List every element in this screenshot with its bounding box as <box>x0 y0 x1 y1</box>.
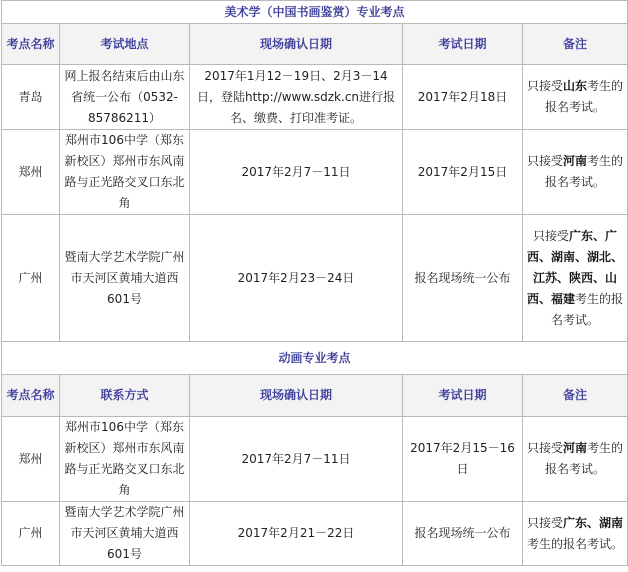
remarks-prefix: 只接受 <box>527 515 564 530</box>
confirm-date: 2017年2月7－11日 <box>190 130 403 215</box>
remarks-province: 河南 <box>563 154 588 168</box>
exam-date: 2017年2月18日 <box>403 65 523 130</box>
header-site-name: 考点名称 <box>2 375 60 417</box>
header-site-name: 考点名称 <box>2 24 60 65</box>
site-name: 青岛 <box>2 65 60 130</box>
remarks-prefix: 只接受 <box>527 441 564 455</box>
exam-date: 报名现场统一公布 <box>403 502 523 566</box>
exam-date: 2017年2月15日 <box>403 130 523 215</box>
table-row <box>2 65 628 130</box>
remarks <box>523 130 628 215</box>
remarks-province: 广东、湖南 <box>563 515 624 530</box>
site-location: 郑州市106中学（郑东新校区）郑州市东风南路与正光路交叉口东北角 <box>60 417 190 502</box>
art-section-title-row <box>2 1 628 24</box>
remarks-suffix: 考生的报名考试。 <box>545 79 624 114</box>
header-location: 考试地点 <box>60 24 190 65</box>
remarks <box>523 215 628 342</box>
header-exam-date: 考试日期 <box>403 24 523 65</box>
remarks <box>523 502 628 566</box>
animation-section-title: 动画专业考点 <box>2 342 628 375</box>
remarks-province: 山东 <box>563 79 588 93</box>
remarks-province: 河南 <box>563 441 588 455</box>
confirm-date: 2017年1月12－19日、2月3－14日，登陆http://www.sdzk.cn进行报名、缴费、打印准考证。 <box>190 65 403 130</box>
site-name: 广州 <box>2 502 60 566</box>
animation-section-title-row <box>2 342 628 375</box>
header-exam-date: 考试日期 <box>403 375 523 417</box>
remarks-prefix: 只接受 <box>527 154 564 168</box>
table-row <box>2 417 628 502</box>
header-confirm-date: 现场确认日期 <box>190 375 403 417</box>
remarks-prefix: 只接受 <box>533 228 570 243</box>
animation-header-row <box>2 375 628 417</box>
remarks <box>523 417 628 502</box>
header-remarks: 备注 <box>523 375 628 417</box>
art-section-title: 美术学（中国书画鉴赏）专业考点 <box>2 1 628 24</box>
site-location: 暨南大学艺术学院广州市天河区黄埔大道西601号 <box>60 502 190 566</box>
header-contact: 联系方式 <box>60 375 190 417</box>
header-remarks: 备注 <box>523 24 628 65</box>
art-header-row <box>2 24 628 65</box>
remarks-province: 广东、广西、湖南、湖北、江苏、陕西、山西、福建 <box>527 228 624 306</box>
table-row <box>2 215 628 342</box>
remarks-suffix: 考生的报名考试。 <box>551 291 624 327</box>
remarks-suffix: 考生的报名考试。 <box>545 441 624 476</box>
site-location: 网上报名结束后由山东省统一公布（0532-85786211） <box>60 65 190 130</box>
confirm-date: 2017年2月23－24日 <box>190 215 403 342</box>
exam-sites-table <box>1 0 628 566</box>
confirm-date: 2017年2月21－22日 <box>190 502 403 566</box>
table-row <box>2 130 628 215</box>
site-name: 郑州 <box>2 417 60 502</box>
table-row <box>2 502 628 566</box>
site-name: 广州 <box>2 215 60 342</box>
remarks-suffix: 考生的报名考试。 <box>527 536 624 551</box>
site-location: 郑州市106中学（郑东新校区）郑州市东风南路与正光路交叉口东北角 <box>60 130 190 215</box>
site-location: 暨南大学艺术学院广州市天河区黄埔大道西601号 <box>60 215 190 342</box>
remarks-prefix: 只接受 <box>527 79 564 93</box>
header-confirm-date: 现场确认日期 <box>190 24 403 65</box>
site-name: 郑州 <box>2 130 60 215</box>
remarks-suffix: 考生的报名考试。 <box>545 154 624 189</box>
exam-date: 报名现场统一公布 <box>403 215 523 342</box>
remarks <box>523 65 628 130</box>
exam-date: 2017年2月15－16日 <box>403 417 523 502</box>
confirm-date: 2017年2月7－11日 <box>190 417 403 502</box>
